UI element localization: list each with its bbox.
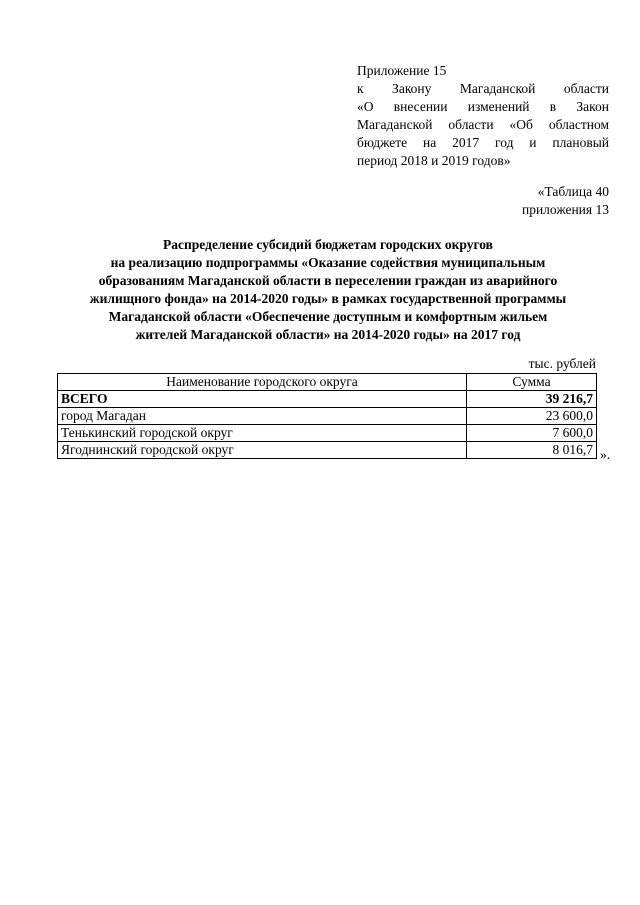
appendix-line: «О внесении изменений в Закон [357, 99, 609, 114]
table-header-row [58, 374, 597, 391]
row-name: Тенькинский городской округ [58, 425, 467, 442]
header-sum: Сумма [467, 374, 597, 391]
title-line: Распределение субсидий бюджетам городских округов [163, 237, 493, 252]
row-sum: 8 016,7 [467, 442, 597, 459]
subsidy-table [57, 373, 597, 459]
document-title [58, 236, 598, 344]
total-sum: 39 216,7 [467, 391, 597, 408]
closing-quote-mark: ». [600, 447, 611, 462]
title-line: Магаданской области «Обеспечение доступным и комфортным жильем [108, 309, 548, 324]
appendix-line: бюджете на 2017 год и плановый [357, 135, 609, 150]
row-sum: 23 600,0 [467, 408, 597, 425]
appendix-line: Магаданской области «Об областном [357, 117, 609, 132]
appendix-line: период 2018 и 2019 годов» [357, 153, 511, 168]
table-row [58, 408, 597, 425]
table-reference [522, 183, 609, 219]
total-name: ВСЕГО [58, 391, 467, 408]
title-line: образованиям Магаданской области в переселении граждан из аварийного [98, 273, 558, 288]
table-reference-line: «Таблица 40 [537, 184, 609, 199]
table-row [58, 442, 597, 459]
row-sum: 7 600,0 [467, 425, 597, 442]
header-name: Наименование городского округа [58, 374, 467, 391]
table-row [58, 425, 597, 442]
appendix-header [357, 62, 609, 170]
appendix-line: Приложение 15 [357, 63, 447, 78]
appendix-line: к Закону Магаданской области [357, 81, 609, 96]
title-line: жителей Магаданской области» на 2014-2020 годы» на 2017 год [135, 327, 521, 342]
table-reference-line: приложения 13 [521, 202, 609, 217]
table-total-row [58, 391, 597, 408]
title-line: жилищного фонда» на 2014-2020 годы» в рамках государственной программы [89, 291, 567, 306]
row-name: город Магадан [58, 408, 467, 425]
row-name: Ягоднинский городской округ [58, 442, 467, 459]
units-label: тыс. рублей [528, 356, 596, 371]
title-line: на реализацию подпрограммы «Оказание содействия муниципальным [110, 255, 546, 270]
